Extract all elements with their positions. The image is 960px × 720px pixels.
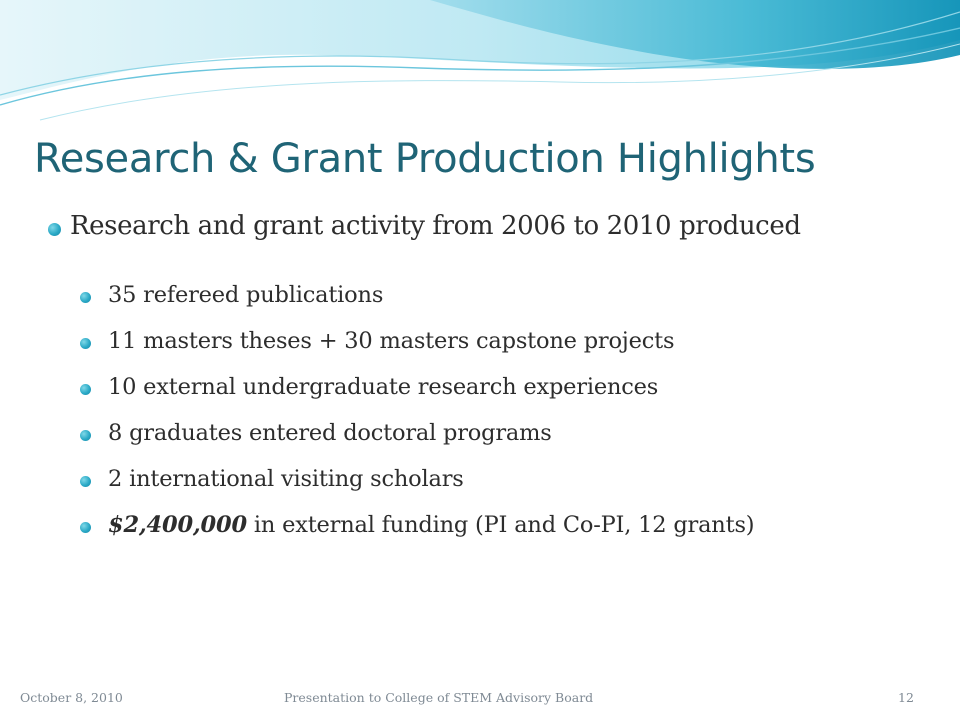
list-item-text: 35 refereed publications (108, 282, 384, 308)
list-item-text: 8 graduates entered doctoral programs (108, 420, 552, 446)
footer-presentation-title: Presentation to College of STEM Advisory Board (284, 690, 594, 705)
list-item (80, 374, 940, 420)
list-item (80, 420, 940, 466)
funding-description: in external funding (PI and Co-PI, 12 grants) (246, 512, 755, 538)
list-item-text: 11 masters theses + 30 masters capstone projects (108, 328, 675, 354)
list-item-text: 2 international visiting scholars (108, 466, 464, 492)
list-item (80, 512, 940, 558)
footer-date: October 8, 2010 (20, 690, 123, 705)
list-item (80, 282, 940, 328)
list-item (80, 466, 940, 512)
list-item-text (108, 512, 754, 538)
page-number: 12 (898, 690, 914, 705)
list-item-text: 10 external undergraduate research experiences (108, 374, 659, 400)
decorative-wave-header (0, 0, 960, 130)
bullet-dot-icon (80, 522, 91, 533)
list-item (80, 328, 940, 374)
bullet-dot-icon (48, 223, 61, 236)
funding-amount: $2,400,000 (108, 512, 247, 538)
bullet-dot-icon (80, 430, 91, 441)
bullet-dot-icon (80, 338, 91, 349)
slide-title: Research & Grant Production Highlights (34, 136, 816, 182)
bullet-dot-icon (80, 476, 91, 487)
bullet-dot-icon (80, 292, 91, 303)
sub-bullet-list (80, 282, 940, 558)
bullet-dot-icon (80, 384, 91, 395)
main-bullet-text: Research and grant activity from 2006 to 2010 produced (70, 211, 801, 241)
